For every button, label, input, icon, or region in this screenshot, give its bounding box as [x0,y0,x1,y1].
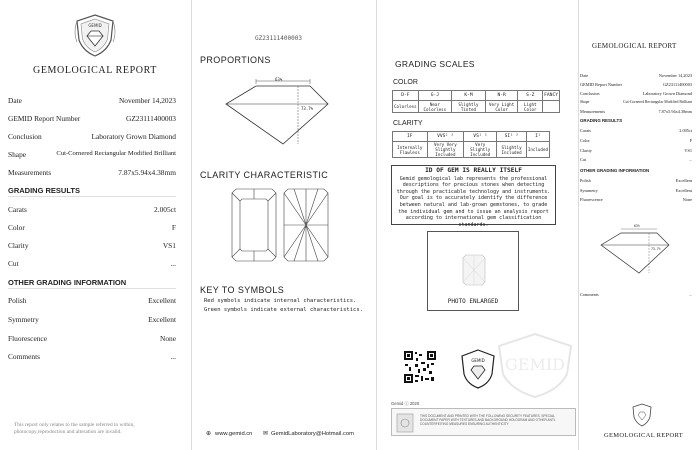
panel-divider [376,0,377,450]
summary-table-percentage: 63% [634,224,640,228]
summary-proportions-diagram [595,225,675,277]
summary-row-polish: Polish Excellent [580,178,692,183]
clarity-grade: I¹ [526,132,549,142]
clarity-grade: VS¹ ² [464,132,497,142]
color-description: Light Color [518,101,543,113]
gemid-watermark [493,330,578,400]
proportions-diagram [218,76,338,151]
clarity-grade: SI¹ ² [497,132,527,142]
grading-results-heading: GRADING RESULTS [8,186,80,195]
diamond-photo [462,254,486,286]
color-grade: G-J [418,91,451,101]
summary-other-heading: OTHER GRADING INFORMATION [580,168,650,173]
summary-row-cut: Cut ... [580,157,692,162]
clarity-scale-table [392,131,550,158]
color-description: Near Colorless [418,101,451,113]
identity-box-text: Gemid gemological lab represents the professional descriptions for precious stones when detecting through the practicable technology and instruments. Our goal is to accurately identify the difference between natural and lab-grown gemstones, to grade the individual gem and to issue an analysis report according to international gem classification standards. [396,175,551,228]
summary-row-color: Color F [580,138,692,143]
color-grade: D-F [393,91,419,101]
result-row-carats: Carats 2.005ct [8,205,176,214]
color-description: Very Light Color [485,101,517,113]
svg-text:GEMID: GEMID [88,23,102,28]
divider [8,196,176,197]
grading-scales-panel [378,0,578,450]
email-link[interactable]: ✉ GemidLaboratory@Hotmail.com [263,430,354,437]
depth-percentage: 73.7% [301,106,314,111]
result-row-color: Color F [8,223,176,232]
key-green-text: Green symbols indicate external characteristics. [204,307,363,313]
detail-row-shape: Shape Cut-Cornered Rectangular Modified Brilliant [8,150,176,159]
color-grade: K-M [452,91,486,101]
summary-row-report-number: GEMID Report Number GZ23111400003 [580,82,692,87]
key-red-text: Red symbols indicate internal characteristics. [204,298,357,304]
panel-divider [191,0,192,450]
summary-row-comments: Comments ... [580,292,692,297]
summary-row-carats: Carats 2.005ct [580,128,692,133]
clarity-description: Slightly Included [497,142,527,158]
clarity-plot-diagram [230,187,330,263]
color-scale-heading: COLOR [393,79,418,86]
clarity-grade: VVS¹ ² [427,132,464,142]
color-scale-table [392,90,560,113]
summary-row-measurements: Measurements 7.87x5.94x4.38mm [580,109,692,114]
color-grade: FANCY [543,91,560,101]
summary-depth-percentage: 73.7% [651,247,661,251]
proportions-heading: PROPORTIONS [200,55,271,65]
summary-panel [580,0,700,450]
report-title: GEMOLOGICAL REPORT [33,65,157,76]
summary-row-conclusion: Conclusion Laboratory Grown Diamond [580,91,692,96]
panel-divider [578,0,579,450]
security-strip [391,408,576,436]
globe-icon: ⊕ [206,431,212,437]
key-to-symbols-heading: KEY TO SYMBOLS [200,285,285,295]
color-description [543,101,560,113]
main-report-panel [0,0,190,450]
detail-row-report-number: GEMID Report Number GZ23111400003 [8,114,176,123]
summary-bottom-title: GEMOLOGICAL REPORT [604,432,683,439]
other-row-comments: Comments ... [8,352,176,361]
svg-text:GEMID: GEMID [505,355,565,374]
other-row-symmetry: Symmetry Excellent [8,315,176,324]
other-grading-heading: OTHER GRADING INFORMATION [8,278,127,287]
summary-row-fluorescence: Fluorescence None [580,197,692,202]
detail-row-conclusion: Conclusion Laboratory Grown Diamond [8,132,176,141]
security-fine-print: THIS DOCUMENT AND PRINTED WITH THE FOLLOWING SECURITY FEATURES. SPECIAL DOCUMENT PAPER WITH TEXTURES AND BACKGROUND HOLOGRAM AND OTHER ANTI-COUNTERFEITING MEASURES ENSURING AUTHENTICITY [420,414,556,426]
table-percentage: 63% [275,77,283,82]
color-description: Colorless [393,101,419,113]
other-row-polish: Polish Excellent [8,296,176,305]
gemid-crest-logo [73,12,117,58]
color-grade: N-R [485,91,517,101]
summary-row-shape: Shape Cut-Cornered Rectangular Modified Brilliant [580,100,692,104]
clarity-description: Internally Flawless [393,142,428,158]
grading-scales-heading: GRADING SCALES [395,59,475,69]
other-row-fluorescence: Fluorescence None [8,334,176,343]
clarity-description: Very Slightly Included [464,142,497,158]
clarity-scale-heading: CLARITY [393,120,423,127]
result-row-clarity: Clarity VS1 [8,241,176,250]
summary-crest-logo [631,403,653,427]
report-number-top: GZ23111400003 [255,35,302,42]
clarity-description: Very Very Slightly Included [427,142,464,158]
detail-row-measurements: Measurements 7.87x5.94x4.38mm [8,168,176,177]
gemid-seal-logo [458,348,498,390]
summary-grading-heading: GRADING RESULTS [580,118,623,123]
detail-row-date: Date November 14,2023 [8,96,176,105]
disclaimer-text: This report only relates to the sample referred to within, photocopy,reproduction and alteration are invalid. [14,422,135,435]
email-icon: ✉ [263,431,269,437]
clarity-grade: IF [393,132,428,142]
copyright-text: Gemid ⓒ 2020 [391,401,420,406]
result-row-cut: Cut ... [8,259,176,268]
qr-code[interactable] [403,350,437,384]
gem-identity-box [391,165,556,228]
clarity-characteristic-heading: CLARITY CHARACTERISTIC [200,170,329,180]
summary-title: GEMOLOGICAL REPORT [592,42,677,50]
diagram-panel [193,0,375,450]
summary-row-symmetry: Symmetry Excellent [580,188,692,193]
website-link[interactable]: ⊕ www.gemid.cn [206,430,253,437]
svg-text:GEMID: GEMID [471,358,485,363]
photo-enlarged-label: PHOTO ENLARGED [447,298,499,305]
summary-row-clarity: Clarity VS1 [580,148,692,153]
color-grade: S-Z [518,91,543,101]
hologram-icon [396,413,414,433]
identity-box-title: ID OF GEM IS REALLY ITSELF [425,167,522,174]
clarity-description: Included [526,142,549,158]
color-description: Slightly Tinted [452,101,486,113]
summary-row-date: Date November 14,2023 [580,73,692,78]
divider [8,288,176,289]
